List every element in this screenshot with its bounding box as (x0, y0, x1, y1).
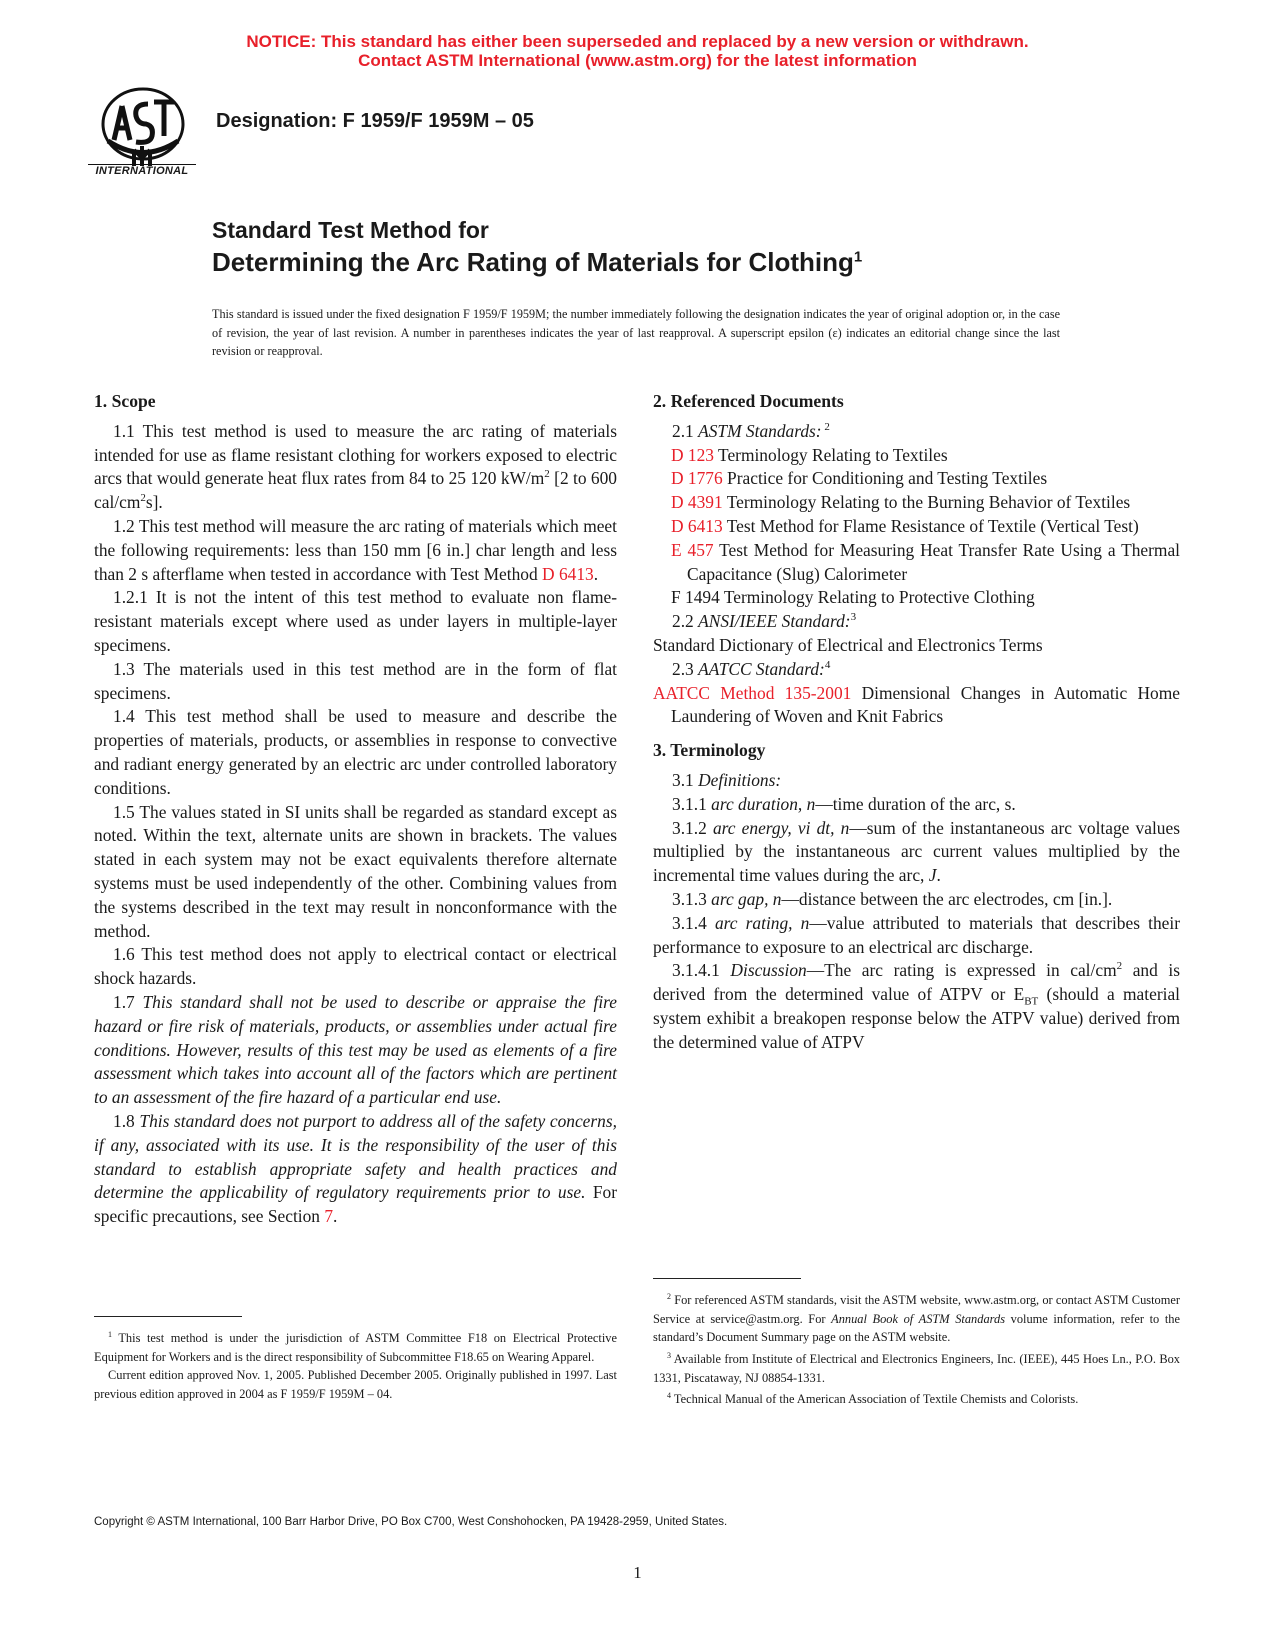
footnote-rule-right (653, 1278, 801, 1279)
link-d123[interactable]: D 123 (671, 444, 714, 465)
footnote-3: $^3$ Available from Institute of Electrical and Electronics Engineers, Inc. (IEEE), 445 Hoes Ln., P.O. Box 1331, Piscataway, NJ 08854-1331. (653, 1350, 1180, 1385)
link-d1776[interactable]: D 1776 (671, 468, 723, 489)
para-1-3: 1.3 The materials used in this test method are in the form of flat specimens. (94, 658, 617, 703)
ref-item-ieee: Standard Dictionary of Electrical and Electronics Terms (653, 634, 1043, 655)
link-d6413-ref[interactable]: D 6413 (671, 515, 723, 536)
para-1-8: 1.8 This standard does not purport to address all of the safety concerns, if any, associated with its use. It is the responsibility of the user of this standard to establish appropriate safety and health practices and determine the applicability of regulatory requirements prior to use. For specific precautions, see Section 7. (94, 1110, 617, 1227)
link-section-7[interactable]: 7 (324, 1206, 334, 1227)
section-heading-references: 2. Referenced Documents (653, 391, 844, 411)
para-1-7: 1.7 This standard shall not be used to describe or appraise the fire hazard or fire risk of materials, products, or assemblies under actual fire conditions. However, results of this test may be used as elements of a fire assessment which takes into account all of the factors which are pertinent to an assessment of the fire hazard of a particular end use. (94, 991, 617, 1108)
designation: Designation: F 1959/F 1959M – 05 (216, 110, 534, 132)
title-line-2 (212, 247, 862, 278)
withdrawal-notice (0, 32, 1275, 70)
def-3-1-1: 3.1.1 arc duration, n—time duration of the arc, s. (672, 793, 1016, 814)
issue-statement: This standard is issued under the fixed designation F 1959/F 1959M; the number immediately following the designation indicates the year of original adoption or, in the case of revision, the year of last revision. A number in parentheses indicates the year of last reapproval. A superscript epsilon (ε) indicates an editorial change since the last revision or reapproval. (212, 307, 1060, 358)
ref-item: D 6413 Test Method for Flame Resistance of Textile (Vertical Test) (671, 515, 1139, 536)
link-e457[interactable]: E 457 (671, 539, 714, 560)
para-1-1: 1.1 This test method is used to measure the arc rating of materials intended for use as flame resistant clothing for workers exposed to electric arcs that would generate heat flux rates from 84 to 25 120 $kW/m^2$ [2 to 600 cal/$cm^2s$]. (94, 420, 617, 513)
ref-item: D 123 Terminology Relating to Textiles (671, 444, 948, 465)
title-text: Determining the Arc Rating of Materials for Clothing (212, 247, 854, 277)
section-heading-terminology: 3. Terminology (653, 740, 766, 761)
def-3-1-3: 3.1.3 arc gap, n—distance between the arc electrodes, cm [in.]. (672, 888, 1113, 909)
left-column (94, 390, 617, 1229)
footnote-4: $^4$ Technical Manual of the American Association of Textile Chemists and Colorists. (667, 1391, 1079, 1407)
para-1-4: 1.4 This test method shall be used to measure and describe the properties of materials, products, or assemblies in response to convective and radiant energy generated by an electric arc under controlled laboratory conditions. (94, 706, 617, 798)
footnote-2: $^2$ For referenced ASTM standards, visit the ASTM website, www.astm.org, or contact ASTM Customer Service at service@astm.org. For Annual Book of ASTM Standards volume information, refer to the standard’s Document Summary page on the ASTM website. (653, 1292, 1180, 1345)
para-2-1: 2.1 ASTM Standards: $^2$ (672, 420, 830, 441)
notice-line-2: Contact ASTM International (www.astm.org) for the latest information (358, 51, 917, 70)
page-number: 1 (633, 1563, 642, 1582)
ref-item: D 1776 Practice for Conditioning and Testing Textiles (671, 468, 1048, 489)
link-aatcc-135[interactable]: AATCC Method 135-2001 (653, 682, 852, 703)
link-d4391[interactable]: D 4391 (671, 492, 723, 513)
footnotes-left (94, 1326, 617, 1404)
para-1-5: 1.5 The values stated in SI units shall be regarded as standard except as noted. Within the text, alternate units are shown in brackets. The values stated in each system may not be exact equivalents therefore alternate systems must be used independently of the other. Combining values from the systems described in the text may result in nonconformance with the method. (94, 801, 617, 941)
para-2-2: 2.2 ANSI/IEEE Standard:$^3$ (672, 611, 857, 632)
def-3-1-4: 3.1.4 arc rating, n—value attributed to materials that describes their performance to exposure to an electrical arc discharge. (653, 912, 1180, 957)
ref-item: E 457 Test Method for Measuring Heat Transfer Rate Using a Thermal Capacitance (Slug) Calorimeter (671, 539, 1181, 584)
astm-logo (90, 86, 196, 182)
def-3-1-2: 3.1.2 arc energy, vi dt, n—sum of the instantaneous arc voltage values multiplied by the instantaneous arc current values multiplied by the incremental time values during the arc, J. (653, 817, 1180, 886)
ref-item-f1494: F 1494 Terminology Relating to Protective Clothing (671, 587, 1035, 608)
para-2-3: 2.3 AATCC Standard:$^4$ (672, 658, 831, 679)
footnote-rule-left (94, 1316, 242, 1317)
logo-wordmark: INTERNATIONAL (88, 164, 196, 177)
footnote-1: $^1$ This test method is under the jurisdiction of ASTM Committee F18 on Electrical Protective Equipment for Workers and is the direct responsibility of Subcommittee F18.65 on Wearing Apparel. (94, 1330, 617, 1364)
para-3-1: 3.1 Definitions: (672, 769, 782, 790)
right-column (653, 390, 1180, 1055)
para-1-2: 1.2 This test method will measure the arc rating of materials which meet the following requirements: less than 150 mm [6 in.] char length and less than 2 s afterflame when tested in accordance with Test Method D 6413. (94, 515, 617, 584)
copyright: Copyright © ASTM International, 100 Barr Harbor Drive, PO Box C700, West Conshohocken, PA 19428-2959, United States. (94, 1516, 728, 1528)
title-line-1: Standard Test Method for (212, 217, 489, 243)
para-1-2-1: 1.2.1 It is not the intent of this test method to evaluate non flame-resistant materials except where used as under layers in multiple-layer specimens. (94, 587, 617, 655)
ref-item-aatcc: AATCC Method 135-2001 Dimensional Changes in Automatic Home Laundering of Woven and Knit Fabrics (653, 682, 1180, 727)
title-footnote-mark: 1 (853, 248, 863, 266)
footnotes-right (653, 1288, 1180, 1409)
section-heading-scope: 1. Scope (94, 391, 156, 411)
ref-item: D 4391 Terminology Relating to the Burning Behavior of Textiles (671, 492, 1131, 513)
notice-line-1: NOTICE: This standard has either been superseded and replaced by a new version or withdrawn. (246, 32, 1029, 51)
def-3-1-4-1: 3.1.4.1 Discussion—The arc rating is expressed in cal/$cm^2$ and is derived from the determined value of ATPV or $E_{BT}$ (should a material system exhibit a breakopen response below the ATPV value) derived from the determined value of ATPV (653, 960, 1180, 1052)
footnote-1-edition: Current edition approved Nov. 1, 2005. Published December 2005. Originally published in 1997. Last previous edition approved in 2004 as F 1959/F 1959M – 04. (94, 1368, 617, 1401)
link-d6413[interactable]: D 6413 (542, 563, 594, 584)
para-1-6: 1.6 This test method does not apply to electrical contact or electrical shock hazards. (94, 944, 617, 989)
